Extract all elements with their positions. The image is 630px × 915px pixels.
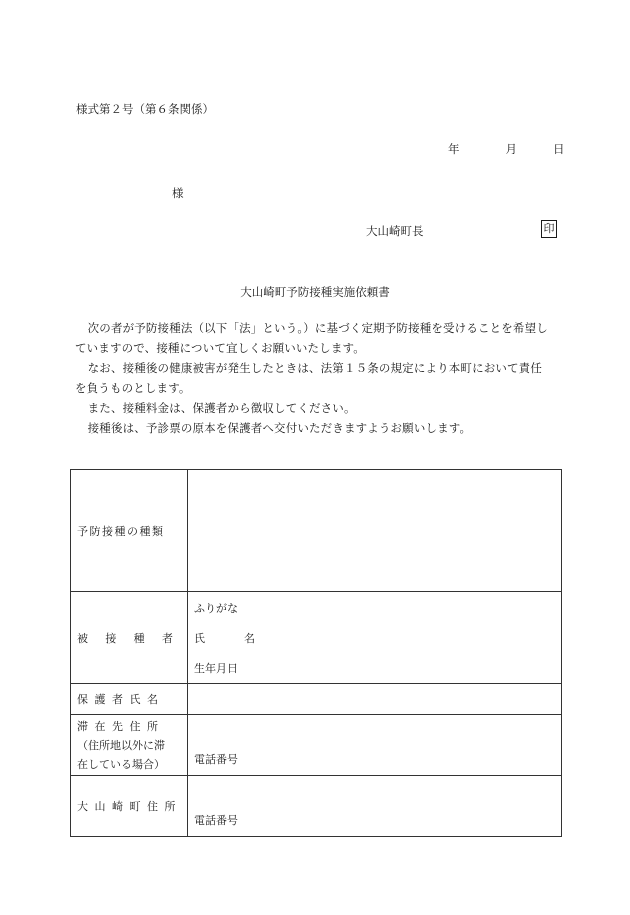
- paragraph-2-line-2: を負うものとします。: [75, 381, 191, 395]
- row-vaccine-type: [71, 470, 562, 592]
- furigana-label: ふりがな: [194, 601, 238, 615]
- addressee-suffix: 様: [172, 186, 184, 200]
- vaccine-type-label-text: 予防接種の種類: [77, 524, 165, 538]
- date-month-label: 月: [505, 142, 517, 156]
- vaccinee-char-4: 者: [161, 631, 173, 645]
- dob-row[interactable]: [188, 653, 561, 683]
- date-year-label: 年: [448, 142, 460, 156]
- furigana-row[interactable]: [188, 593, 561, 623]
- paragraph-1: [75, 318, 562, 338]
- town-address-field[interactable]: [188, 776, 562, 837]
- form-number: 様式第２号（第６条関係）: [76, 102, 214, 116]
- name-row[interactable]: [188, 623, 561, 653]
- stay-phone-label: 電話番号: [194, 753, 238, 766]
- dob-label: 生年月日: [194, 661, 238, 675]
- stay-address-label-line-1: 滞 在 先 住 所: [77, 719, 160, 733]
- issuer-name: 大山崎町長: [366, 224, 424, 238]
- vaccinee-char-3: 種: [133, 631, 145, 645]
- stay-address-label-line-2: （住所地以外に滞: [77, 738, 165, 752]
- guardian-label: [71, 684, 188, 715]
- paragraph-1-line-2: ていますので、接種について宜しくお願いいたします。: [75, 341, 365, 355]
- request-form-table: [70, 469, 562, 837]
- paragraph-4: 接種後は、予診票の原本を保護者へ交付いただきますようお願いします。: [87, 421, 472, 435]
- paragraph-3: また、接種料金は、保護者から徴収してください。: [87, 401, 356, 415]
- stay-address-field[interactable]: [188, 715, 562, 776]
- vaccine-type-label: [71, 470, 188, 592]
- vaccinee-char-2: 接: [105, 631, 117, 645]
- paragraph-2-line-1: なお、接種後の健康被害が発生したときは、法第１５条の規定により本町において責任: [87, 361, 542, 375]
- vaccinee-char-1: 被: [77, 631, 88, 645]
- name-label-char-1: 氏: [194, 631, 205, 645]
- paragraph-2-cont: [75, 378, 562, 398]
- body-text: [75, 318, 562, 438]
- guardian-name-field[interactable]: [188, 684, 562, 715]
- paragraph-1-line-1: 次の者が予防接種法（以下「法」という。）に基づく定期予防接種を受けることを希望し: [87, 321, 548, 335]
- seal-mark: 印: [541, 220, 557, 238]
- town-address-label-text: 大 山 崎 町 住 所: [77, 800, 177, 813]
- vaccinee-field[interactable]: [188, 592, 562, 684]
- paragraph-2: [75, 358, 562, 378]
- town-address-label: [71, 776, 188, 837]
- row-town-address: [71, 776, 562, 837]
- row-guardian: [71, 684, 562, 715]
- vaccinee-label-text: [77, 630, 173, 646]
- stay-address-label: [71, 715, 188, 776]
- row-vaccinee: [71, 592, 562, 684]
- document-title: 大山崎町予防接種実施依頼書: [240, 285, 390, 299]
- vaccinee-label: [71, 592, 188, 684]
- row-stay-address: [71, 715, 562, 776]
- stay-address-label-line-3: 在している場合）: [77, 757, 165, 771]
- date-line: [448, 141, 565, 157]
- guardian-label-text: 保 護 者 氏 名: [77, 693, 160, 706]
- vaccine-type-field[interactable]: [188, 470, 562, 592]
- town-phone-label: 電話番号: [194, 814, 238, 827]
- date-day-label: 日: [553, 142, 565, 156]
- paragraph-1-cont: [75, 338, 562, 358]
- name-label-char-2: 名: [244, 631, 255, 645]
